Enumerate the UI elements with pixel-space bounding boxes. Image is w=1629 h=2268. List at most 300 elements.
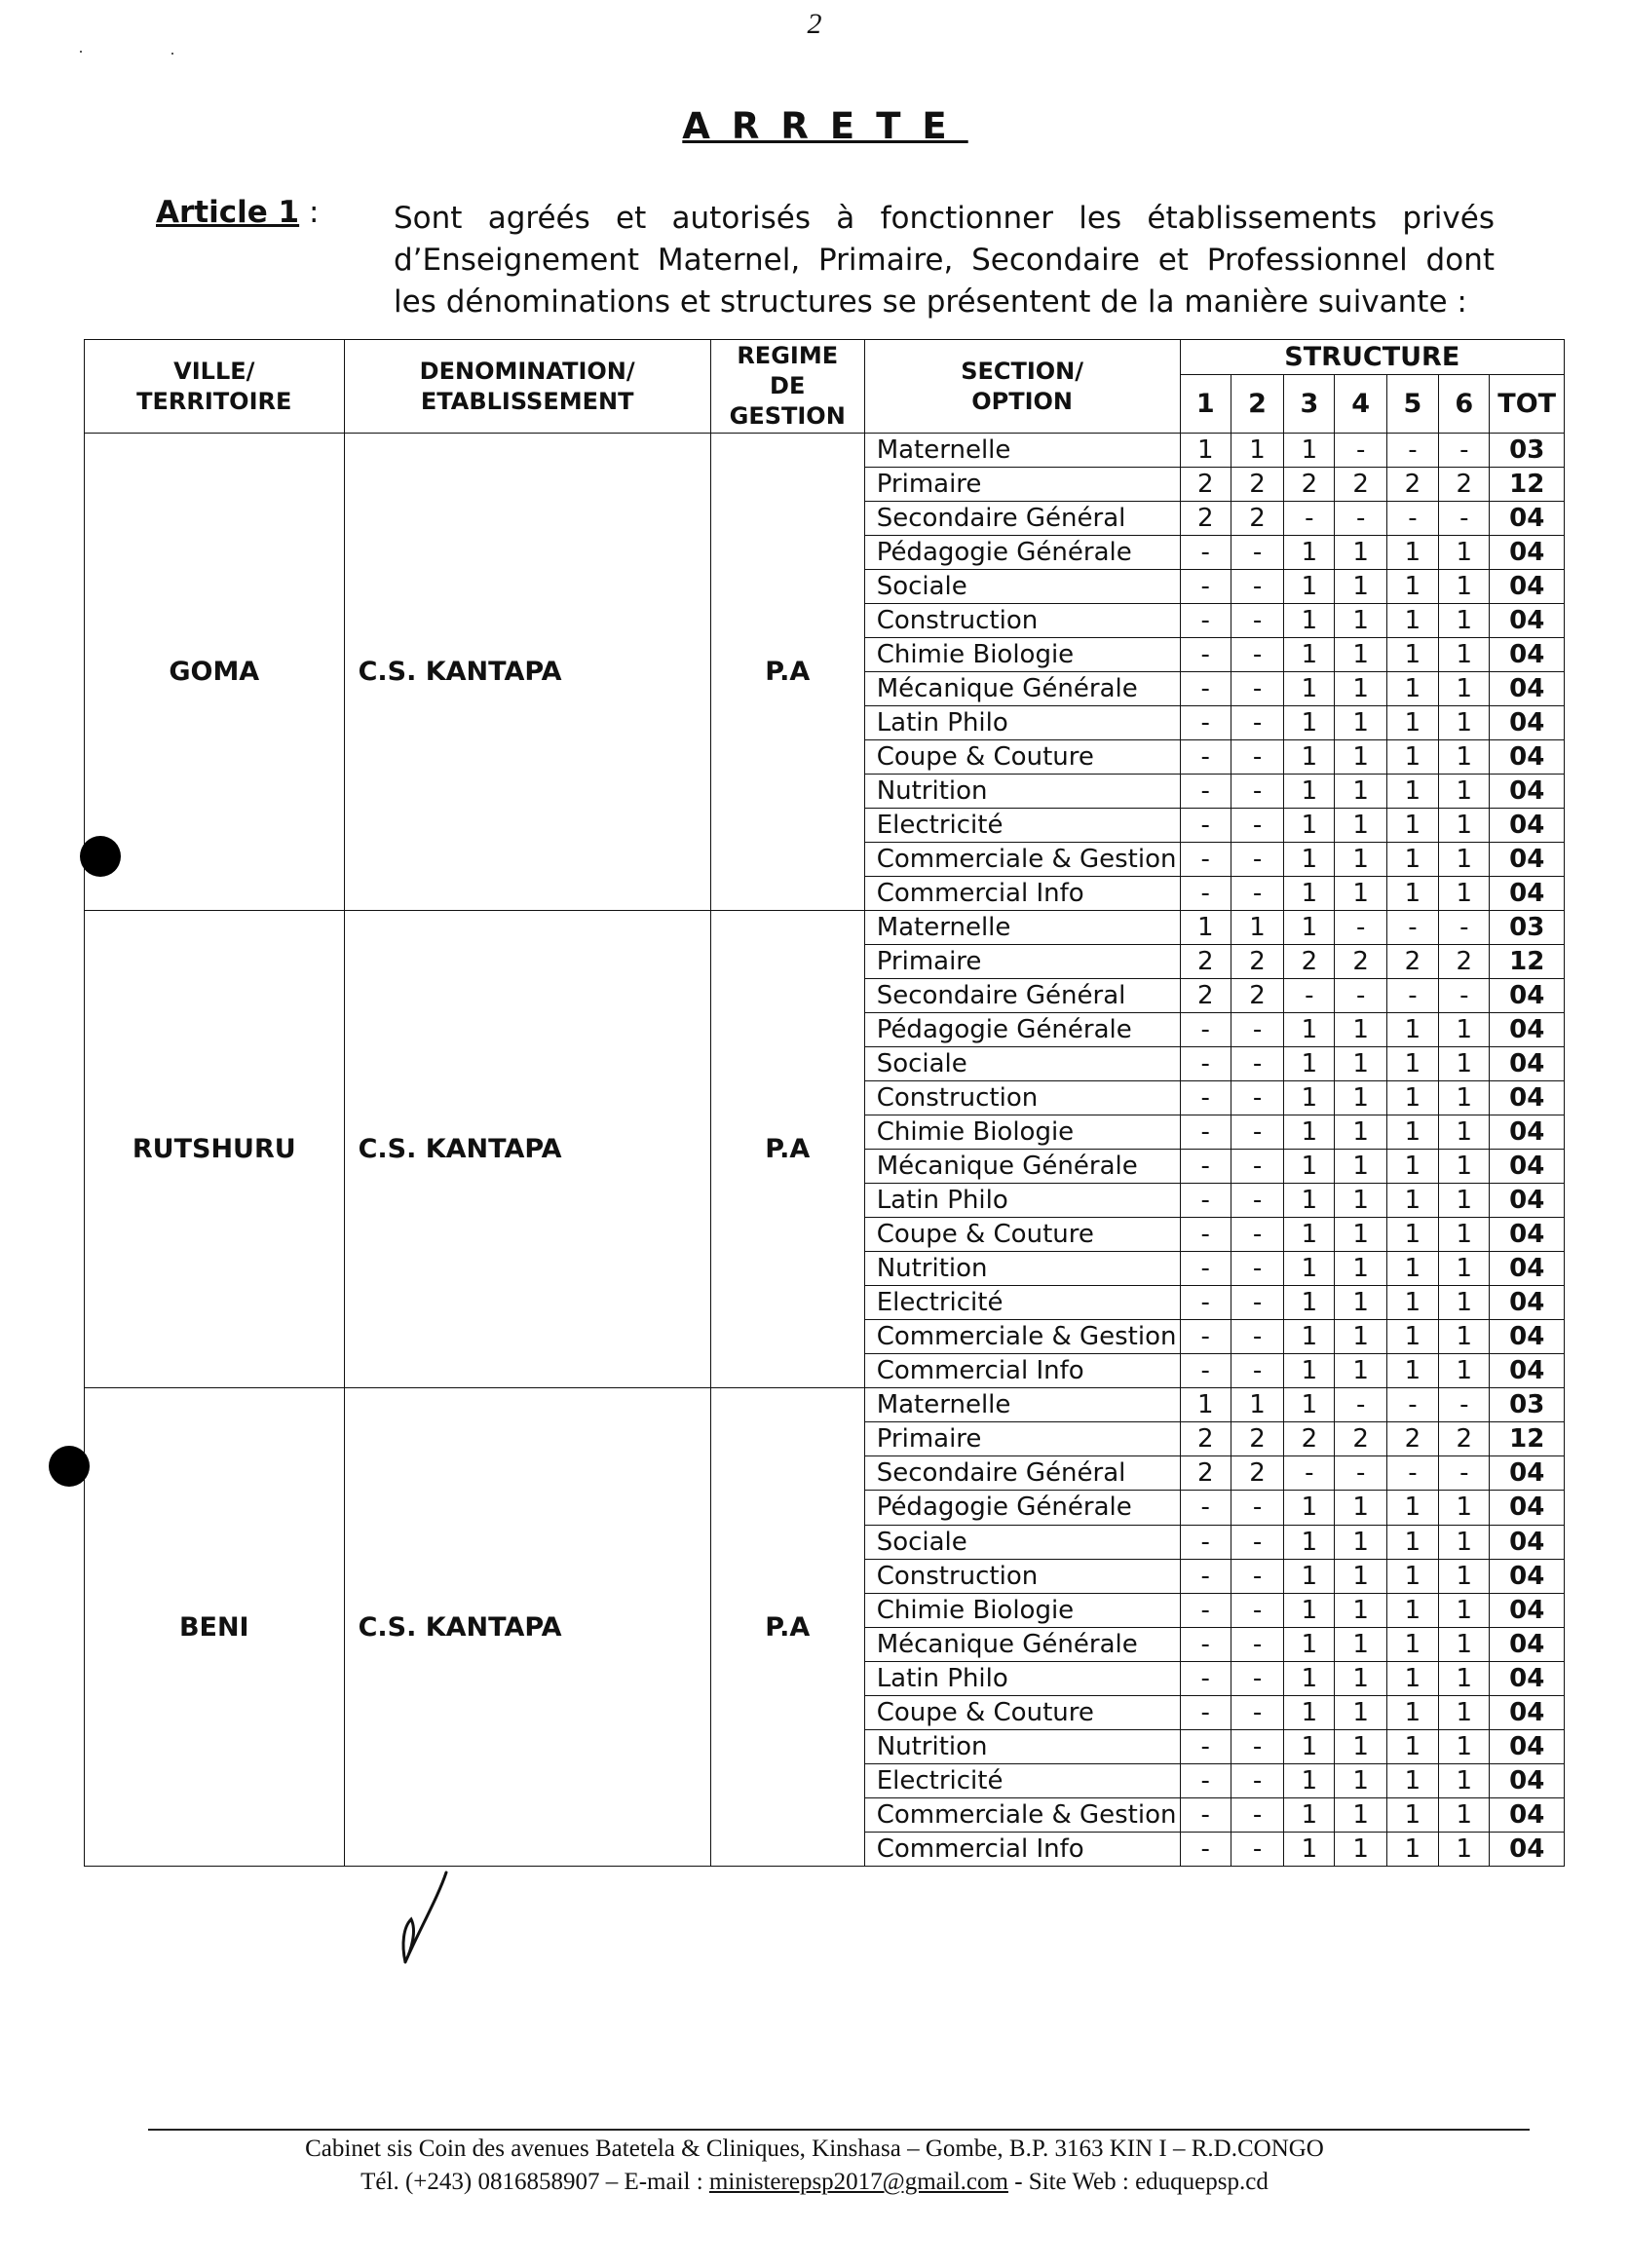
structure-value-cell: - [1231, 1832, 1283, 1866]
header-structure-col: TOT [1490, 375, 1565, 434]
etablissement-cell: C.S. KANTAPA [344, 434, 710, 911]
section-cell: Coupe & Couture [864, 740, 1180, 775]
table-row [85, 434, 1565, 468]
structure-value-cell: 1 [1439, 1525, 1490, 1559]
structure-value-cell: - [1231, 1218, 1283, 1252]
structure-value-cell: 2 [1439, 468, 1490, 502]
punch-hole [49, 1446, 90, 1487]
structure-value-cell: - [1180, 1320, 1231, 1354]
section-cell: Chimie Biologie [864, 1593, 1180, 1627]
structure-value-cell: - [1231, 775, 1283, 809]
structure-value-cell: 1 [1386, 1763, 1438, 1797]
structure-value-cell: - [1335, 1388, 1386, 1422]
punch-hole [80, 836, 121, 877]
footer-contact [0, 2169, 1629, 2196]
structure-value-cell: 1 [1335, 1252, 1386, 1286]
total-cell: 04 [1490, 1797, 1565, 1832]
structure-value-cell: 1 [1284, 1013, 1335, 1047]
structure-value-cell: 1 [1386, 1627, 1438, 1661]
structure-value-cell: 1 [1284, 877, 1335, 911]
structure-value-cell: 1 [1335, 843, 1386, 877]
structure-value-cell: - [1180, 1729, 1231, 1763]
structure-value-cell: 1 [1386, 1559, 1438, 1593]
structure-value-cell: 1 [1335, 1729, 1386, 1763]
structure-value-cell: 1 [1284, 1661, 1335, 1695]
section-cell: Coupe & Couture [864, 1218, 1180, 1252]
section-cell: Latin Philo [864, 1184, 1180, 1218]
structure-value-cell: 1 [1335, 1218, 1386, 1252]
structure-value-cell: 1 [1439, 809, 1490, 843]
total-cell: 03 [1490, 434, 1565, 468]
header-structure-col: 4 [1335, 375, 1386, 434]
structure-value-cell: - [1335, 911, 1386, 945]
section-cell: Coupe & Couture [864, 1695, 1180, 1729]
structure-value-cell: 1 [1335, 1115, 1386, 1150]
total-cell: 04 [1490, 809, 1565, 843]
structure-value-cell: 1 [1335, 536, 1386, 570]
structure-value-cell: - [1231, 1525, 1283, 1559]
structure-value-cell: 1 [1439, 1013, 1490, 1047]
structure-value-cell: 1 [1284, 1184, 1335, 1218]
section-cell: Commercial Info [864, 1354, 1180, 1388]
structure-value-cell: 1 [1180, 434, 1231, 468]
total-cell: 04 [1490, 1627, 1565, 1661]
structure-value-cell: 1 [1284, 1832, 1335, 1866]
structure-value-cell: 1 [1335, 1081, 1386, 1115]
structure-value-cell: 1 [1284, 843, 1335, 877]
structure-value-cell: 1 [1439, 1593, 1490, 1627]
table-row [85, 911, 1565, 945]
footer-email: ministerepsp2017@gmail.com [708, 2169, 1008, 2195]
article-label-text: Article 1 [156, 195, 300, 230]
section-cell: Nutrition [864, 1252, 1180, 1286]
total-cell: 04 [1490, 1832, 1565, 1866]
header-ville-text: VILLE/ TERRITOIRE [136, 357, 292, 415]
structure-value-cell: 1 [1284, 1115, 1335, 1150]
structure-value-cell: 1 [1335, 672, 1386, 706]
structure-value-cell: 2 [1180, 979, 1231, 1013]
structure-value-cell: - [1231, 740, 1283, 775]
structure-value-cell: - [1439, 911, 1490, 945]
structure-value-cell: 2 [1231, 945, 1283, 979]
structure-value-cell: 1 [1335, 1797, 1386, 1832]
structure-value-cell: - [1180, 604, 1231, 638]
regime-cell: P.A [710, 911, 864, 1388]
total-cell: 04 [1490, 1695, 1565, 1729]
section-cell: Chimie Biologie [864, 638, 1180, 672]
regime-cell: P.A [710, 1388, 864, 1867]
total-cell: 04 [1490, 1729, 1565, 1763]
total-cell: 04 [1490, 1013, 1565, 1047]
structure-value-cell: 1 [1284, 672, 1335, 706]
total-cell: 04 [1490, 740, 1565, 775]
section-cell: Construction [864, 604, 1180, 638]
section-cell: Sociale [864, 570, 1180, 604]
section-cell: Primaire [864, 945, 1180, 979]
structure-value-cell: - [1180, 740, 1231, 775]
structure-value-cell: 2 [1180, 468, 1231, 502]
structure-value-cell: - [1386, 911, 1438, 945]
section-cell: Commerciale & Gestion [864, 1320, 1180, 1354]
structure-value-cell: - [1231, 877, 1283, 911]
scan-speck [171, 53, 173, 55]
total-cell: 04 [1490, 1218, 1565, 1252]
section-cell: Maternelle [864, 434, 1180, 468]
structure-value-cell: - [1231, 1150, 1283, 1184]
structure-value-cell: 1 [1386, 740, 1438, 775]
structure-value-cell: 1 [1335, 1593, 1386, 1627]
structure-value-cell: 1 [1439, 1661, 1490, 1695]
header-structure-col: 2 [1231, 375, 1283, 434]
initials-mark [388, 1867, 466, 1984]
structure-value-cell: 1 [1386, 1525, 1438, 1559]
structure-value-cell: - [1231, 1729, 1283, 1763]
structure-value-cell: - [1180, 1593, 1231, 1627]
regime-cell: P.A [710, 434, 864, 911]
header-denomination [344, 340, 710, 434]
scan-speck [80, 51, 82, 53]
structure-value-cell: 1 [1439, 1354, 1490, 1388]
structure-value-cell: 1 [1386, 1013, 1438, 1047]
structure-value-cell: - [1180, 1047, 1231, 1081]
structure-value-cell: 2 [1180, 1456, 1231, 1491]
section-cell: Pédagogie Générale [864, 536, 1180, 570]
structure-value-cell: 2 [1335, 945, 1386, 979]
structure-value-cell: - [1180, 1115, 1231, 1150]
total-cell: 04 [1490, 1047, 1565, 1081]
section-cell: Sociale [864, 1525, 1180, 1559]
structure-value-cell: - [1231, 1013, 1283, 1047]
total-cell: 04 [1490, 1354, 1565, 1388]
structure-value-cell: 1 [1439, 1797, 1490, 1832]
structure-value-cell: 1 [1386, 1081, 1438, 1115]
structure-value-cell: - [1180, 706, 1231, 740]
structure-table [84, 339, 1565, 1867]
structure-value-cell: 1 [1439, 1763, 1490, 1797]
structure-value-cell: - [1386, 1388, 1438, 1422]
structure-value-cell: 1 [1231, 1388, 1283, 1422]
structure-value-cell: 1 [1284, 809, 1335, 843]
article-label-colon: : [299, 195, 320, 230]
structure-value-cell: 1 [1439, 877, 1490, 911]
structure-value-cell: 1 [1284, 1525, 1335, 1559]
structure-value-cell: - [1180, 1218, 1231, 1252]
structure-value-cell: 1 [1439, 1047, 1490, 1081]
structure-value-cell: 1 [1284, 434, 1335, 468]
structure-value-cell: - [1180, 1286, 1231, 1320]
structure-value-cell: 1 [1284, 1320, 1335, 1354]
structure-value-cell: 1 [1439, 1218, 1490, 1252]
structure-value-cell: 1 [1386, 604, 1438, 638]
structure-value-cell: 1 [1335, 1695, 1386, 1729]
structure-value-cell: 2 [1335, 468, 1386, 502]
section-cell: Pédagogie Générale [864, 1491, 1180, 1525]
structure-value-cell: 1 [1386, 1252, 1438, 1286]
structure-value-cell: 1 [1284, 1491, 1335, 1525]
section-cell: Commerciale & Gestion [864, 843, 1180, 877]
total-cell: 04 [1490, 502, 1565, 536]
structure-value-cell: - [1439, 1388, 1490, 1422]
section-cell: Primaire [864, 468, 1180, 502]
structure-value-cell: - [1231, 1047, 1283, 1081]
table-row [85, 1388, 1565, 1422]
structure-value-cell: 1 [1335, 706, 1386, 740]
structure-value-cell: 2 [1439, 1422, 1490, 1456]
etablissement-cell: C.S. KANTAPA [344, 1388, 710, 1867]
structure-value-cell: 2 [1180, 945, 1231, 979]
total-cell: 04 [1490, 536, 1565, 570]
structure-value-cell: - [1335, 434, 1386, 468]
total-cell: 04 [1490, 1252, 1565, 1286]
structure-value-cell: - [1180, 672, 1231, 706]
structure-value-cell: 1 [1386, 1832, 1438, 1866]
structure-value-cell: 1 [1284, 1286, 1335, 1320]
structure-value-cell: 1 [1439, 1627, 1490, 1661]
article-label [156, 195, 319, 230]
total-cell: 04 [1490, 604, 1565, 638]
structure-value-cell: 1 [1386, 570, 1438, 604]
structure-value-cell: 2 [1231, 468, 1283, 502]
total-cell: 04 [1490, 672, 1565, 706]
header-structure-col: 6 [1439, 375, 1490, 434]
structure-value-cell: 1 [1386, 1661, 1438, 1695]
structure-value-cell: - [1180, 1695, 1231, 1729]
structure-value-cell: 1 [1386, 1729, 1438, 1763]
section-cell: Mécanique Générale [864, 1627, 1180, 1661]
structure-value-cell: 2 [1284, 1422, 1335, 1456]
structure-value-cell: 1 [1386, 775, 1438, 809]
structure-value-cell: - [1180, 536, 1231, 570]
structure-value-cell: 1 [1284, 1252, 1335, 1286]
structure-value-cell: 1 [1284, 1047, 1335, 1081]
structure-value-cell: 1 [1284, 775, 1335, 809]
structure-value-cell: 1 [1284, 1729, 1335, 1763]
structure-value-cell: - [1231, 1797, 1283, 1832]
structure-value-cell: 2 [1231, 502, 1283, 536]
section-cell: Maternelle [864, 911, 1180, 945]
header-ville [85, 340, 345, 434]
total-cell: 04 [1490, 1559, 1565, 1593]
structure-value-cell: - [1386, 502, 1438, 536]
structure-value-cell: - [1439, 434, 1490, 468]
structure-value-cell: 1 [1439, 1184, 1490, 1218]
header-section [864, 340, 1180, 434]
section-cell: Mécanique Générale [864, 1150, 1180, 1184]
structure-value-cell: - [1180, 1763, 1231, 1797]
structure-value-cell: 2 [1231, 1456, 1283, 1491]
structure-value-cell: 1 [1439, 570, 1490, 604]
structure-value-cell: - [1180, 1832, 1231, 1866]
structure-value-cell: 2 [1439, 945, 1490, 979]
structure-value-cell: 1 [1335, 1047, 1386, 1081]
document-title: ARRETE [682, 105, 968, 147]
structure-value-cell: 1 [1284, 740, 1335, 775]
structure-value-cell: - [1180, 843, 1231, 877]
total-cell: 12 [1490, 945, 1565, 979]
structure-value-cell: 2 [1180, 1422, 1231, 1456]
structure-value-cell: - [1284, 1456, 1335, 1491]
structure-value-cell: - [1231, 706, 1283, 740]
structure-value-cell: 1 [1335, 1832, 1386, 1866]
structure-value-cell: 1 [1439, 1832, 1490, 1866]
header-regime [710, 340, 864, 434]
structure-value-cell: 1 [1284, 1354, 1335, 1388]
total-cell: 04 [1490, 1491, 1565, 1525]
structure-value-cell: 1 [1335, 1354, 1386, 1388]
total-cell: 04 [1490, 1115, 1565, 1150]
section-cell: Commercial Info [864, 877, 1180, 911]
structure-value-cell: - [1231, 1491, 1283, 1525]
structure-value-cell: - [1180, 1354, 1231, 1388]
total-cell: 04 [1490, 1320, 1565, 1354]
structure-value-cell: - [1335, 1456, 1386, 1491]
structure-value-cell: - [1439, 502, 1490, 536]
header-regime-text: REGIME DE GESTION [729, 342, 846, 430]
structure-value-cell: - [1231, 1627, 1283, 1661]
structure-value-cell: - [1180, 1491, 1231, 1525]
structure-value-cell: - [1180, 1081, 1231, 1115]
total-cell: 04 [1490, 775, 1565, 809]
structure-value-cell: 1 [1439, 843, 1490, 877]
structure-value-cell: - [1231, 638, 1283, 672]
total-cell: 03 [1490, 911, 1565, 945]
structure-value-cell: 1 [1439, 536, 1490, 570]
header-structure-col: 5 [1386, 375, 1438, 434]
page-number: 2 [807, 8, 822, 40]
structure-value-cell: 1 [1335, 1184, 1386, 1218]
structure-value-cell: 1 [1335, 1150, 1386, 1184]
structure-value-cell: 1 [1284, 706, 1335, 740]
structure-value-cell: 1 [1386, 536, 1438, 570]
structure-value-cell: 1 [1284, 604, 1335, 638]
total-cell: 03 [1490, 1388, 1565, 1422]
structure-value-cell: 1 [1335, 1763, 1386, 1797]
structure-value-cell: - [1231, 1593, 1283, 1627]
structure-value-cell: 1 [1439, 638, 1490, 672]
ville-cell: GOMA [85, 434, 345, 911]
section-cell: Primaire [864, 1422, 1180, 1456]
total-cell: 04 [1490, 1286, 1565, 1320]
structure-value-cell: 1 [1386, 809, 1438, 843]
structure-value-cell: - [1335, 502, 1386, 536]
structure-value-cell: 1 [1284, 1695, 1335, 1729]
structure-value-cell: 1 [1386, 1320, 1438, 1354]
structure-value-cell: - [1231, 1081, 1283, 1115]
ville-cell: RUTSHURU [85, 911, 345, 1388]
structure-value-cell: - [1231, 1320, 1283, 1354]
structure-value-cell: 2 [1284, 468, 1335, 502]
structure-value-cell: 1 [1335, 604, 1386, 638]
structure-value-cell: 2 [1386, 468, 1438, 502]
structure-value-cell: 1 [1335, 740, 1386, 775]
structure-value-cell: 1 [1386, 1286, 1438, 1320]
structure-value-cell: 1 [1386, 1115, 1438, 1150]
structure-value-cell: 1 [1284, 1218, 1335, 1252]
structure-value-cell: 2 [1335, 1422, 1386, 1456]
structure-value-cell: 1 [1386, 1491, 1438, 1525]
structure-value-cell: - [1231, 1184, 1283, 1218]
structure-value-cell: 1 [1335, 570, 1386, 604]
total-cell: 04 [1490, 1150, 1565, 1184]
total-cell: 04 [1490, 1525, 1565, 1559]
structure-value-cell: 1 [1386, 843, 1438, 877]
structure-value-cell: - [1180, 570, 1231, 604]
total-cell: 04 [1490, 1184, 1565, 1218]
total-cell: 12 [1490, 468, 1565, 502]
structure-value-cell: - [1231, 1252, 1283, 1286]
section-cell: Pédagogie Générale [864, 1013, 1180, 1047]
total-cell: 12 [1490, 1422, 1565, 1456]
structure-value-cell: 1 [1180, 911, 1231, 945]
structure-value-cell: 1 [1386, 1593, 1438, 1627]
structure-value-cell: 1 [1180, 1388, 1231, 1422]
structure-value-cell: - [1231, 672, 1283, 706]
structure-value-cell: - [1284, 502, 1335, 536]
structure-value-cell: - [1180, 1627, 1231, 1661]
structure-value-cell: 1 [1439, 740, 1490, 775]
structure-value-cell: - [1180, 1525, 1231, 1559]
structure-value-cell: 1 [1386, 1695, 1438, 1729]
section-cell: Construction [864, 1559, 1180, 1593]
structure-value-cell: 1 [1284, 1388, 1335, 1422]
structure-value-cell: - [1439, 1456, 1490, 1491]
section-cell: Chimie Biologie [864, 1115, 1180, 1150]
section-cell: Nutrition [864, 775, 1180, 809]
total-cell: 04 [1490, 979, 1565, 1013]
structure-value-cell: 1 [1386, 1797, 1438, 1832]
structure-value-cell: 1 [1439, 1286, 1490, 1320]
structure-value-cell: 1 [1439, 1491, 1490, 1525]
structure-value-cell: - [1439, 979, 1490, 1013]
structure-value-cell: - [1180, 1797, 1231, 1832]
header-structure: STRUCTURE [1180, 340, 1564, 375]
structure-value-cell: 2 [1231, 1422, 1283, 1456]
structure-value-cell: 1 [1284, 536, 1335, 570]
section-cell: Nutrition [864, 1729, 1180, 1763]
structure-value-cell: 1 [1439, 1150, 1490, 1184]
structure-value-cell: 1 [1439, 1695, 1490, 1729]
structure-value-cell: 1 [1439, 1252, 1490, 1286]
section-cell: Latin Philo [864, 1661, 1180, 1695]
structure-value-cell: 1 [1439, 1729, 1490, 1763]
structure-value-cell: - [1180, 638, 1231, 672]
header-denomination-text: DENOMINATION/ ETABLISSEMENT [419, 357, 635, 415]
structure-value-cell: 1 [1439, 1115, 1490, 1150]
structure-value-cell: - [1231, 809, 1283, 843]
structure-value-cell: - [1180, 1252, 1231, 1286]
structure-value-cell: - [1231, 1115, 1283, 1150]
ville-cell: BENI [85, 1388, 345, 1867]
structure-value-cell: 1 [1284, 911, 1335, 945]
structure-value-cell: 1 [1284, 1627, 1335, 1661]
section-cell: Commerciale & Gestion [864, 1797, 1180, 1832]
structure-value-cell: 1 [1284, 1559, 1335, 1593]
section-cell: Electricité [864, 1286, 1180, 1320]
structure-value-cell: 1 [1231, 434, 1283, 468]
structure-value-cell: - [1284, 979, 1335, 1013]
section-cell: Sociale [864, 1047, 1180, 1081]
article-text: Sont agréés et autorisés à fonctionner les établissements privés d’Enseignement Maternel, Primaire, Secondaire et Professionnel dont les dénominations et structures se présentent de la manière suivante : [394, 201, 1495, 320]
etablissement-cell: C.S. KANTAPA [344, 911, 710, 1388]
structure-value-cell: - [1231, 1763, 1283, 1797]
structure-value-cell: 1 [1439, 706, 1490, 740]
structure-value-cell: 2 [1284, 945, 1335, 979]
structure-value-cell: - [1180, 1184, 1231, 1218]
structure-value-cell: 1 [1335, 1661, 1386, 1695]
structure-value-cell: - [1180, 1661, 1231, 1695]
structure-value-cell: 1 [1284, 1081, 1335, 1115]
structure-value-cell: 2 [1386, 945, 1438, 979]
